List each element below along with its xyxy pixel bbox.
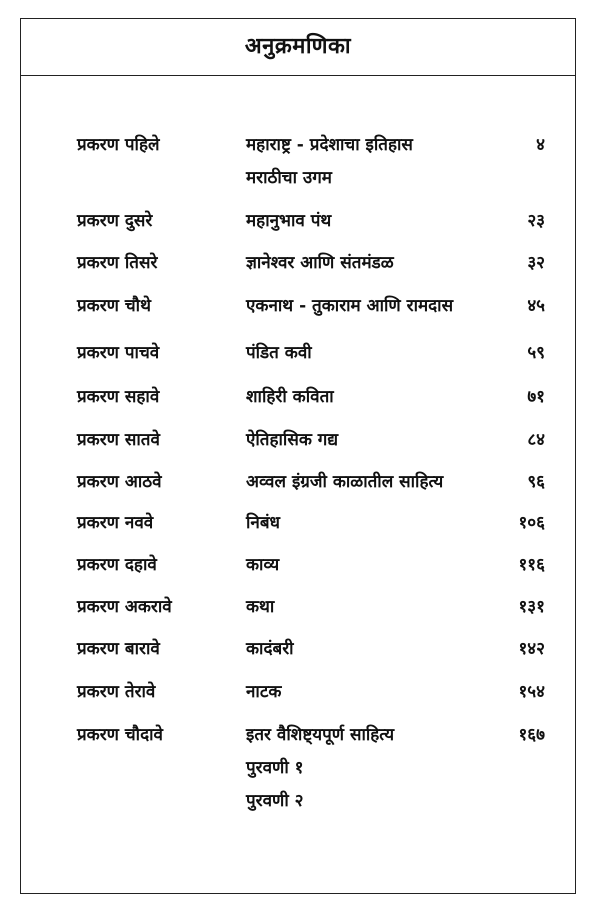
page-number: ४ — [536, 135, 545, 155]
chapter-title: काव्य — [246, 555, 280, 575]
chapter-label: प्रकरण अकरावे — [77, 597, 172, 617]
page-number: ५९ — [527, 343, 545, 363]
page-number: ८४ — [527, 430, 545, 450]
page-number: १०६ — [518, 513, 545, 533]
chapter-title: अव्वल इंग्रजी काळातील साहित्य — [246, 472, 444, 492]
page-number: १५४ — [518, 682, 545, 702]
chapter-label: प्रकरण नववे — [77, 513, 154, 533]
chapter-title: पंडित कवी — [246, 343, 312, 363]
chapter-label: प्रकरण बारावे — [77, 639, 160, 659]
chapter-label: प्रकरण तिसरे — [77, 253, 158, 273]
chapter-titles — [246, 294, 453, 318]
chapter-title: ऐतिहासिक गद्य — [246, 430, 339, 450]
chapter-titles — [246, 511, 280, 535]
page-number: २३ — [527, 211, 545, 231]
page-number: ११६ — [518, 555, 545, 575]
chapter-title: निबंध — [246, 513, 280, 533]
chapter-title: कथा — [246, 597, 275, 617]
chapter-label: प्रकरण चौथे — [77, 296, 151, 316]
chapter-titles — [246, 341, 312, 365]
page-number: ४५ — [527, 296, 545, 316]
chapter-title: ज्ञानेश्वर आणि संतमंडळ — [246, 253, 394, 273]
chapter-title: इतर वैशिष्ट्यपूर्ण साहित्य — [246, 725, 395, 745]
page-number: ९६ — [527, 472, 545, 492]
chapter-title: शाहिरी कविता — [246, 387, 334, 407]
chapter-title: मराठीचा उगम — [246, 168, 332, 188]
chapter-title: पुरवणी १ — [246, 758, 304, 778]
page-number: ७१ — [527, 387, 545, 407]
contents-frame — [20, 18, 576, 894]
chapter-label: प्रकरण सहावे — [77, 387, 160, 407]
chapter-titles — [246, 209, 331, 233]
chapter-label: प्रकरण तेरावे — [77, 682, 156, 702]
chapter-title: महाराष्ट्र - प्रदेशाचा इतिहास — [246, 135, 413, 155]
page-number: १३१ — [518, 597, 545, 617]
page-title: अनुक्रमणिका — [244, 34, 352, 59]
chapter-label: प्रकरण सातवे — [77, 430, 160, 450]
chapter-title: नाटक — [246, 682, 282, 702]
chapter-titles — [246, 595, 274, 619]
chapter-titles — [246, 133, 413, 190]
chapter-title: महानुभाव पंथ — [246, 211, 332, 231]
chapter-title: एकनाथ - तुकाराम आणि रामदास — [246, 296, 454, 316]
chapter-title: कादंबरी — [246, 639, 294, 659]
page-number: ३२ — [527, 253, 545, 273]
chapter-titles — [246, 385, 334, 409]
page-number: १६७ — [518, 725, 545, 745]
chapter-titles — [246, 553, 279, 577]
chapter-titles — [246, 251, 394, 275]
chapter-titles — [246, 470, 443, 494]
chapter-label: प्रकरण दुसरे — [77, 211, 153, 231]
contents-header — [21, 19, 575, 76]
chapter-titles — [246, 680, 281, 704]
chapter-label: प्रकरण पाचवे — [77, 343, 160, 363]
chapter-titles — [246, 723, 394, 813]
chapter-label: प्रकरण चौदावे — [77, 725, 163, 745]
page-number: १४२ — [518, 639, 545, 659]
chapter-titles — [246, 428, 338, 452]
chapter-label: प्रकरण दहावे — [77, 555, 157, 575]
chapter-label: प्रकरण आठवे — [77, 472, 162, 492]
chapter-titles — [246, 637, 294, 661]
chapter-label: प्रकरण पहिले — [77, 135, 160, 155]
chapter-title: पुरवणी २ — [246, 791, 304, 811]
